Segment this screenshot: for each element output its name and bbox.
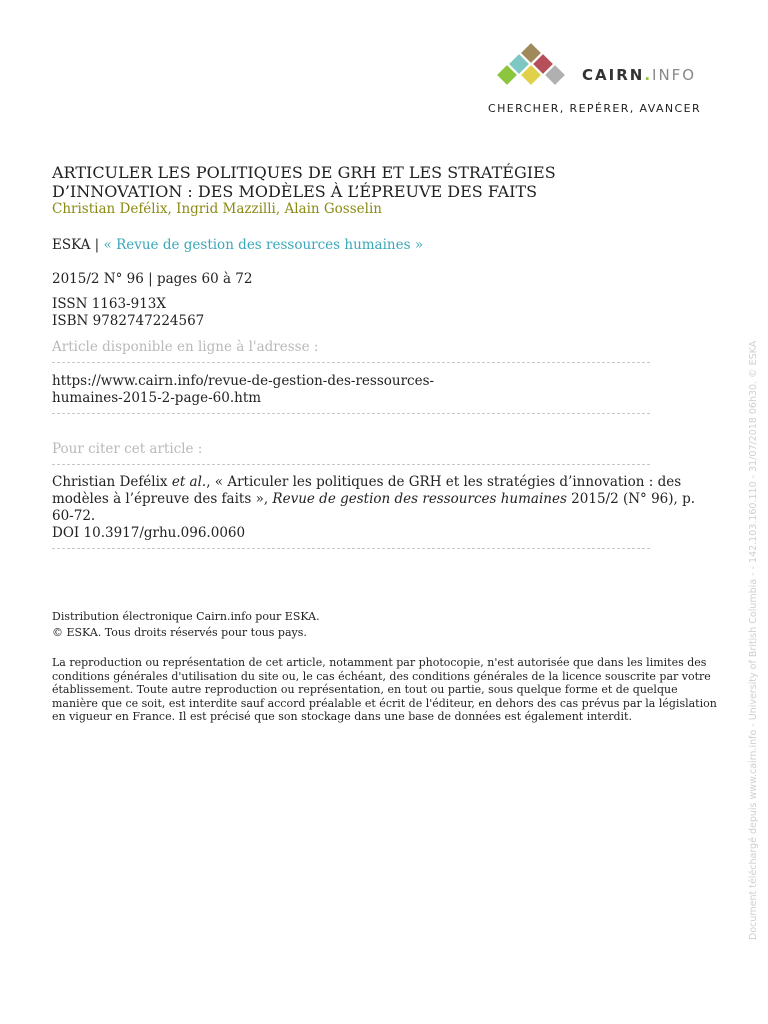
- issn: ISSN 1163-913X: [52, 296, 166, 312]
- citation-etal: et al.: [171, 474, 207, 490]
- article-title: [52, 163, 672, 201]
- citation-text: [52, 474, 712, 542]
- citation-journal: Revue de gestion des ressources humaines: [272, 491, 567, 507]
- cairn-wordmark: [582, 66, 696, 84]
- citation-doi: DOI 10.3917/grhu.096.0060: [52, 525, 246, 541]
- cairn-logo[interactable]: [488, 40, 728, 120]
- citation-author: Christian Defélix: [52, 474, 172, 490]
- legal-notice: La reproduction ou représentation de cet article, notamment par photocopie, n'est autorisée que dans les limites des conditions générales d'utilisation du site ou, le cas échéant, des conditions générales de la licence souscrite par votre établissement. Toute autre reproduction ou représentation, en tout ou partie, sous quelque forme et de quelque manière que ce soit, est interdite sauf accord préalable et écrit de l'éditeur, en dehors des cas prévus par la législation en vigueur en France. Il est précisé que son stockage dans une base de données est également interdit.: [52, 656, 717, 723]
- brand-suffix: INFO: [652, 66, 697, 84]
- issue-info: 2015/2 N° 96 | pages 60 à 72: [52, 271, 253, 287]
- cite-label: Pour citer cet article :: [52, 441, 203, 457]
- divider: [52, 362, 650, 363]
- brand-name: CAIRN: [582, 66, 645, 84]
- identifiers: [52, 296, 204, 330]
- download-watermark: Document téléchargé depuis www.cairn.info - University of British Columbia - - 142.103.160.110 - 31/07/2018 06h30. © ESKA: [748, 340, 759, 940]
- cairn-diamond-mark: [488, 40, 578, 90]
- publisher-line: [52, 237, 423, 253]
- url-line: https://www.cairn.info/revue-de-gestion-des-ressources-: [52, 373, 435, 389]
- journal-link[interactable]: « Revue de gestion des ressources humaines »: [103, 237, 424, 253]
- citation-part1: , « Articuler les politiques de GRH et les stratégies d’innovation : des modèles à l’épreuve des faits »,: [52, 474, 682, 507]
- citation-part2: 2015/2 (N° 96), p. 60-72.: [52, 491, 696, 524]
- brand-separator: .: [644, 66, 653, 84]
- distribution-notice: [52, 609, 320, 641]
- article-title-line: ARTICULER LES POLITIQUES DE GRH ET LES STRATÉGIES: [52, 163, 556, 182]
- url-line: humaines-2015-2-page-60.htm: [52, 390, 262, 406]
- divider: [52, 548, 650, 549]
- logo-tagline: CHERCHER, REPÉRER, AVANCER: [488, 102, 702, 115]
- article-url[interactable]: [52, 373, 652, 407]
- publisher-name: ESKA |: [52, 237, 100, 253]
- article-authors: Christian Defélix, Ingrid Mazzilli, Alain Gosselin: [52, 201, 382, 217]
- divider: [52, 464, 650, 465]
- online-label: Article disponible en ligne à l'adresse :: [52, 339, 319, 355]
- article-title-line: D’INNOVATION : DES MODÈLES À L’ÉPREUVE DES FAITS: [52, 182, 538, 201]
- distribution-line: Distribution électronique Cairn.info pour ESKA.: [52, 610, 320, 623]
- copyright-line: © ESKA. Tous droits réservés pour tous pays.: [52, 626, 307, 639]
- divider: [52, 413, 650, 414]
- isbn: ISBN 9782747224567: [52, 313, 205, 329]
